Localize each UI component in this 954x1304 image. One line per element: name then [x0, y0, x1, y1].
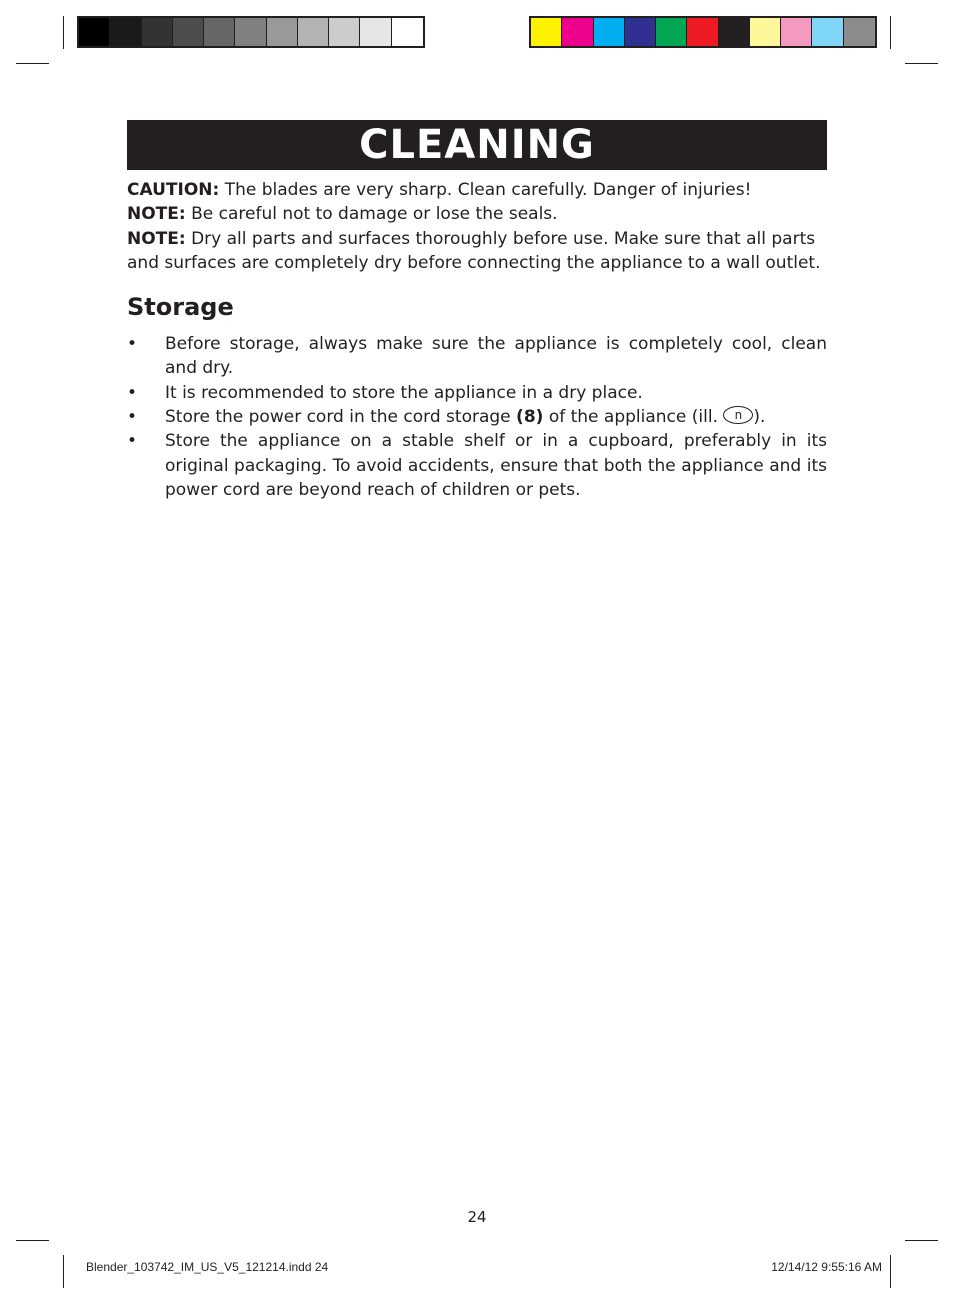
color-swatch [719, 18, 750, 46]
illustration-ref-icon: n [723, 406, 753, 424]
list-item-text: It is recommended to store the appliance in a dry place. [165, 382, 643, 403]
file-slug: Blender_103742_IM_US_V5_121214.indd 24 [86, 1260, 329, 1274]
color-swatch [687, 18, 718, 46]
color-swatch [781, 18, 812, 46]
page-title: CLEANING [359, 122, 595, 168]
crop-mark [905, 63, 938, 64]
note-text: The blades are very sharp. Clean carefully. Danger of injuries! [219, 180, 752, 200]
color-swatch [360, 18, 391, 46]
color-swatch [79, 18, 110, 46]
color-swatch [392, 18, 423, 46]
crop-mark [63, 16, 64, 49]
bullet-icon: • [127, 431, 138, 452]
caution-note [127, 178, 827, 202]
list-item-text: Before storage, always make sure the appliance is completely cool, clean and dry. [165, 334, 827, 379]
color-swatch [844, 18, 875, 46]
crop-mark [63, 1255, 64, 1288]
color-swatch [562, 18, 593, 46]
crop-mark [890, 1255, 891, 1288]
list-item-text: of the appliance (ill. [543, 407, 724, 428]
color-swatch [142, 18, 173, 46]
crop-mark [905, 1240, 938, 1241]
note-label: NOTE: [127, 228, 186, 249]
storage-list [127, 332, 827, 502]
bullet-icon: • [127, 382, 138, 403]
list-item [127, 429, 827, 502]
list-item-text: Store the power cord in the cord storage [165, 407, 517, 428]
list-item [127, 381, 827, 405]
color-swatch [656, 18, 687, 46]
bullet-icon: • [127, 334, 138, 355]
color-swatch [204, 18, 235, 46]
crop-mark [16, 1240, 49, 1241]
part-number: (8) [516, 407, 544, 428]
color-swatch [812, 18, 843, 46]
list-item-text: Store the appliance on a stable shelf or in a cupboard, preferably in its original packaging. To avoid accidents, ensure that both the appliance and its power cord are beyond reach of children or pets. [165, 431, 827, 500]
bullet-icon: • [127, 407, 138, 428]
crop-mark [16, 63, 49, 64]
crop-mark [890, 16, 891, 49]
note-text: Be careful not to damage or lose the seals. [185, 204, 558, 225]
page-number: 24 [467, 1208, 487, 1226]
storage-heading: Storage [127, 293, 234, 322]
grayscale-color-bar [77, 16, 425, 48]
color-swatch [625, 18, 656, 46]
timestamp-slug: 12/14/12 9:55:16 AM [771, 1260, 882, 1274]
color-swatch [531, 18, 562, 46]
color-swatch [235, 18, 266, 46]
section-title-bar [127, 120, 827, 170]
color-swatch [110, 18, 141, 46]
content-body [127, 178, 827, 502]
list-item-text: ). [753, 407, 766, 428]
list-item [127, 332, 827, 381]
color-swatch [298, 18, 329, 46]
note-label: NOTE: [127, 204, 186, 225]
color-swatch [750, 18, 781, 46]
process-color-bar [529, 16, 877, 48]
color-swatch [173, 18, 204, 46]
dry-note [127, 227, 827, 276]
color-swatch [594, 18, 625, 46]
seal-note [127, 202, 827, 226]
list-item [127, 405, 827, 429]
color-swatch [329, 18, 360, 46]
note-label: CAUTION: [127, 180, 220, 200]
color-swatch [267, 18, 298, 46]
note-text: Dry all parts and surfaces thoroughly before use. Make sure that all parts and surfaces are completely dry before connecting the appliance to a wall outlet. [127, 228, 821, 273]
